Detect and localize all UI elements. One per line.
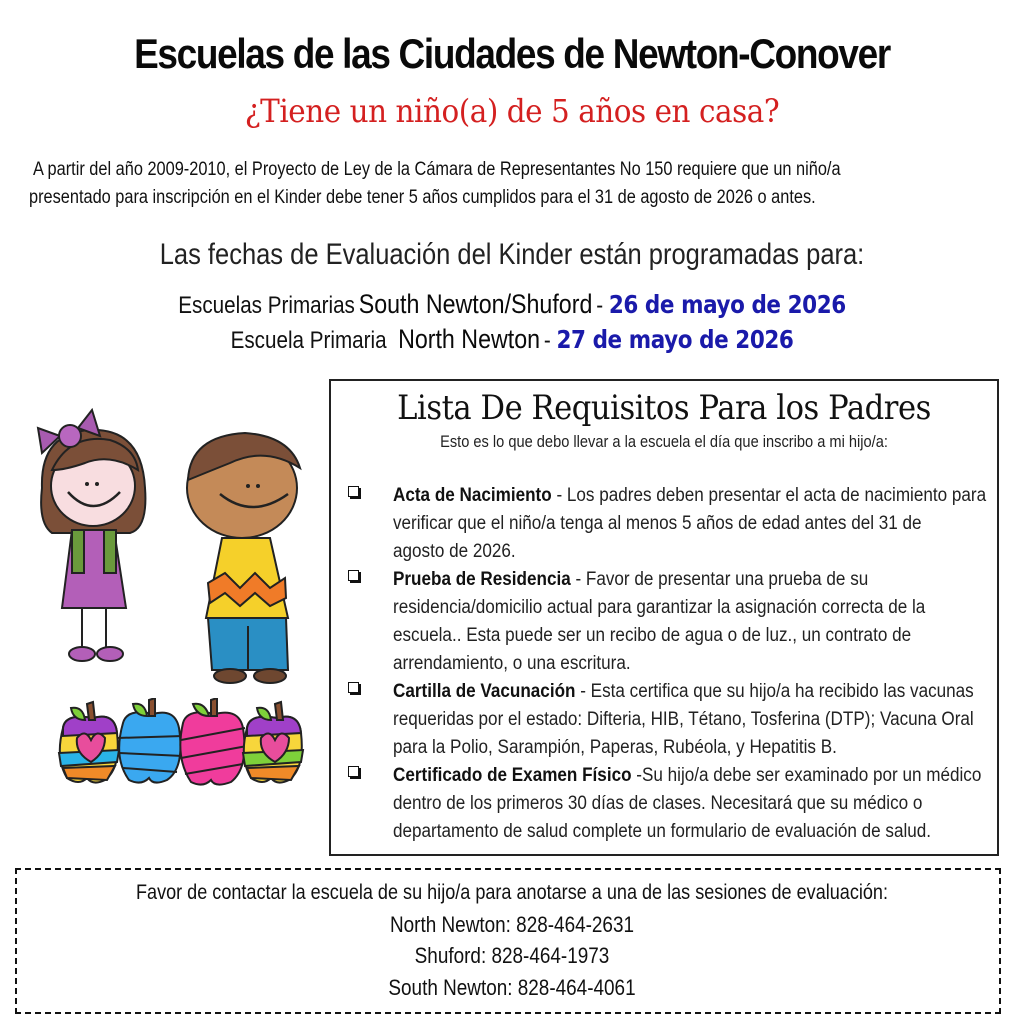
- intro-line-2: presentado para inscripción en el Kinder debe tener 5 años cumplidos para el 31 de agosto de 2026 o antes.: [29, 187, 816, 208]
- evaluation-date-south-newton-shuford: [72, 289, 953, 320]
- requirement-label: Cartilla de Vacunación: [393, 681, 576, 702]
- children-clipart-icon: [30, 408, 310, 688]
- requirements-title: Lista De Requisitos Para los Padres: [397, 388, 931, 428]
- kids-illustration: [30, 408, 310, 688]
- evaluation-date-north-newton: [72, 324, 953, 355]
- date-prefix: Escuelas Primarias: [178, 292, 355, 319]
- requirement-line: requeridas por el estado: Difteria, HIB, Tétano, Tosferina (DTP); Vacuna Oral: [393, 709, 974, 730]
- checkbox-bullet-icon: [348, 570, 359, 581]
- requirement-label: Prueba de Residencia: [393, 569, 571, 590]
- date-prefix: Escuela Primaria: [230, 327, 387, 354]
- requirement-line: - Esta certifica que su hijo/a ha recibido las vacunas: [575, 681, 974, 702]
- date-value: 26 de mayo de 2026: [608, 290, 846, 319]
- requirement-text: [393, 762, 987, 846]
- page-title: Escuelas de las Ciudades de Newton-Conover: [134, 30, 890, 77]
- requirement-text: [393, 678, 987, 762]
- date-separator: -: [596, 292, 609, 319]
- page-subtitle: ¿Tiene un niño(a) de 5 años en casa?: [244, 92, 780, 130]
- evaluation-dates-heading: Las fechas de Evaluación del Kinder están programadas para:: [159, 238, 865, 271]
- apples-illustration: [55, 698, 310, 793]
- requirement-text: [393, 566, 987, 678]
- requirement-line: - Favor de presentar una prueba de su: [570, 569, 869, 590]
- requirement-label: Certificado de Examen Físico: [393, 765, 632, 786]
- requirement-line: - Los padres deben presentar el acta de nacimiento para: [551, 485, 987, 506]
- apples-clipart-icon: [55, 698, 310, 793]
- requirement-line: dentro de los primeros 30 días de clases. Necesitará que su médico o: [393, 793, 923, 814]
- requirements-subtitle: Esto es lo que debo llevar a la escuela el día que inscribo a mi hijo/a:: [440, 432, 888, 451]
- date-school: North Newton: [398, 324, 541, 354]
- checkbox-bullet-icon: [348, 766, 359, 777]
- contact-intro: Favor de contactar la escuela de su hijo/a para anotarse a una de las sesiones de evaluación:: [136, 881, 888, 904]
- checkbox-bullet-icon: [348, 682, 359, 693]
- requirement-line: arrendamiento, o una escritura.: [393, 653, 631, 674]
- requirement-line: escuela.. Esta puede ser un recibo de agua o de luz., un contrato de: [393, 625, 912, 646]
- phone-north-newton: North Newton: 828-464-2631: [389, 912, 634, 937]
- checkbox-bullet-icon: [348, 486, 359, 497]
- intro-line-1: A partir del año 2009-2010, el Proyecto de Ley de la Cámara de Representantes No 150 requiere que un niño/a: [33, 159, 841, 180]
- phone-south-newton: South Newton: 828-464-4061: [388, 975, 636, 1000]
- date-separator: -: [543, 327, 557, 354]
- requirement-line: residencia/domicilio actual para garantizar la asignación correcta de la: [393, 597, 926, 618]
- requirement-line: para la Polio, Sarampión, Paperas, Rubéola, y Hepatitis B.: [393, 737, 837, 758]
- date-value: 27 de mayo de 2026: [556, 325, 794, 354]
- requirement-line: verificar que el niño/a tenga al menos 5 años de edad antes del 31 de: [393, 513, 922, 534]
- requirement-line: agosto de 2026.: [393, 541, 516, 562]
- requirement-line: -Su hijo/a debe ser examinado por un médico: [631, 765, 982, 786]
- date-school: South Newton/Shuford: [358, 289, 593, 319]
- requirement-text: [393, 482, 987, 566]
- requirement-line: departamento de salud complete un formulario de evaluación de salud.: [393, 821, 932, 842]
- requirement-label: Acta de Nacimiento: [393, 485, 552, 506]
- phone-shuford: Shuford: 828-464-1973: [414, 943, 610, 968]
